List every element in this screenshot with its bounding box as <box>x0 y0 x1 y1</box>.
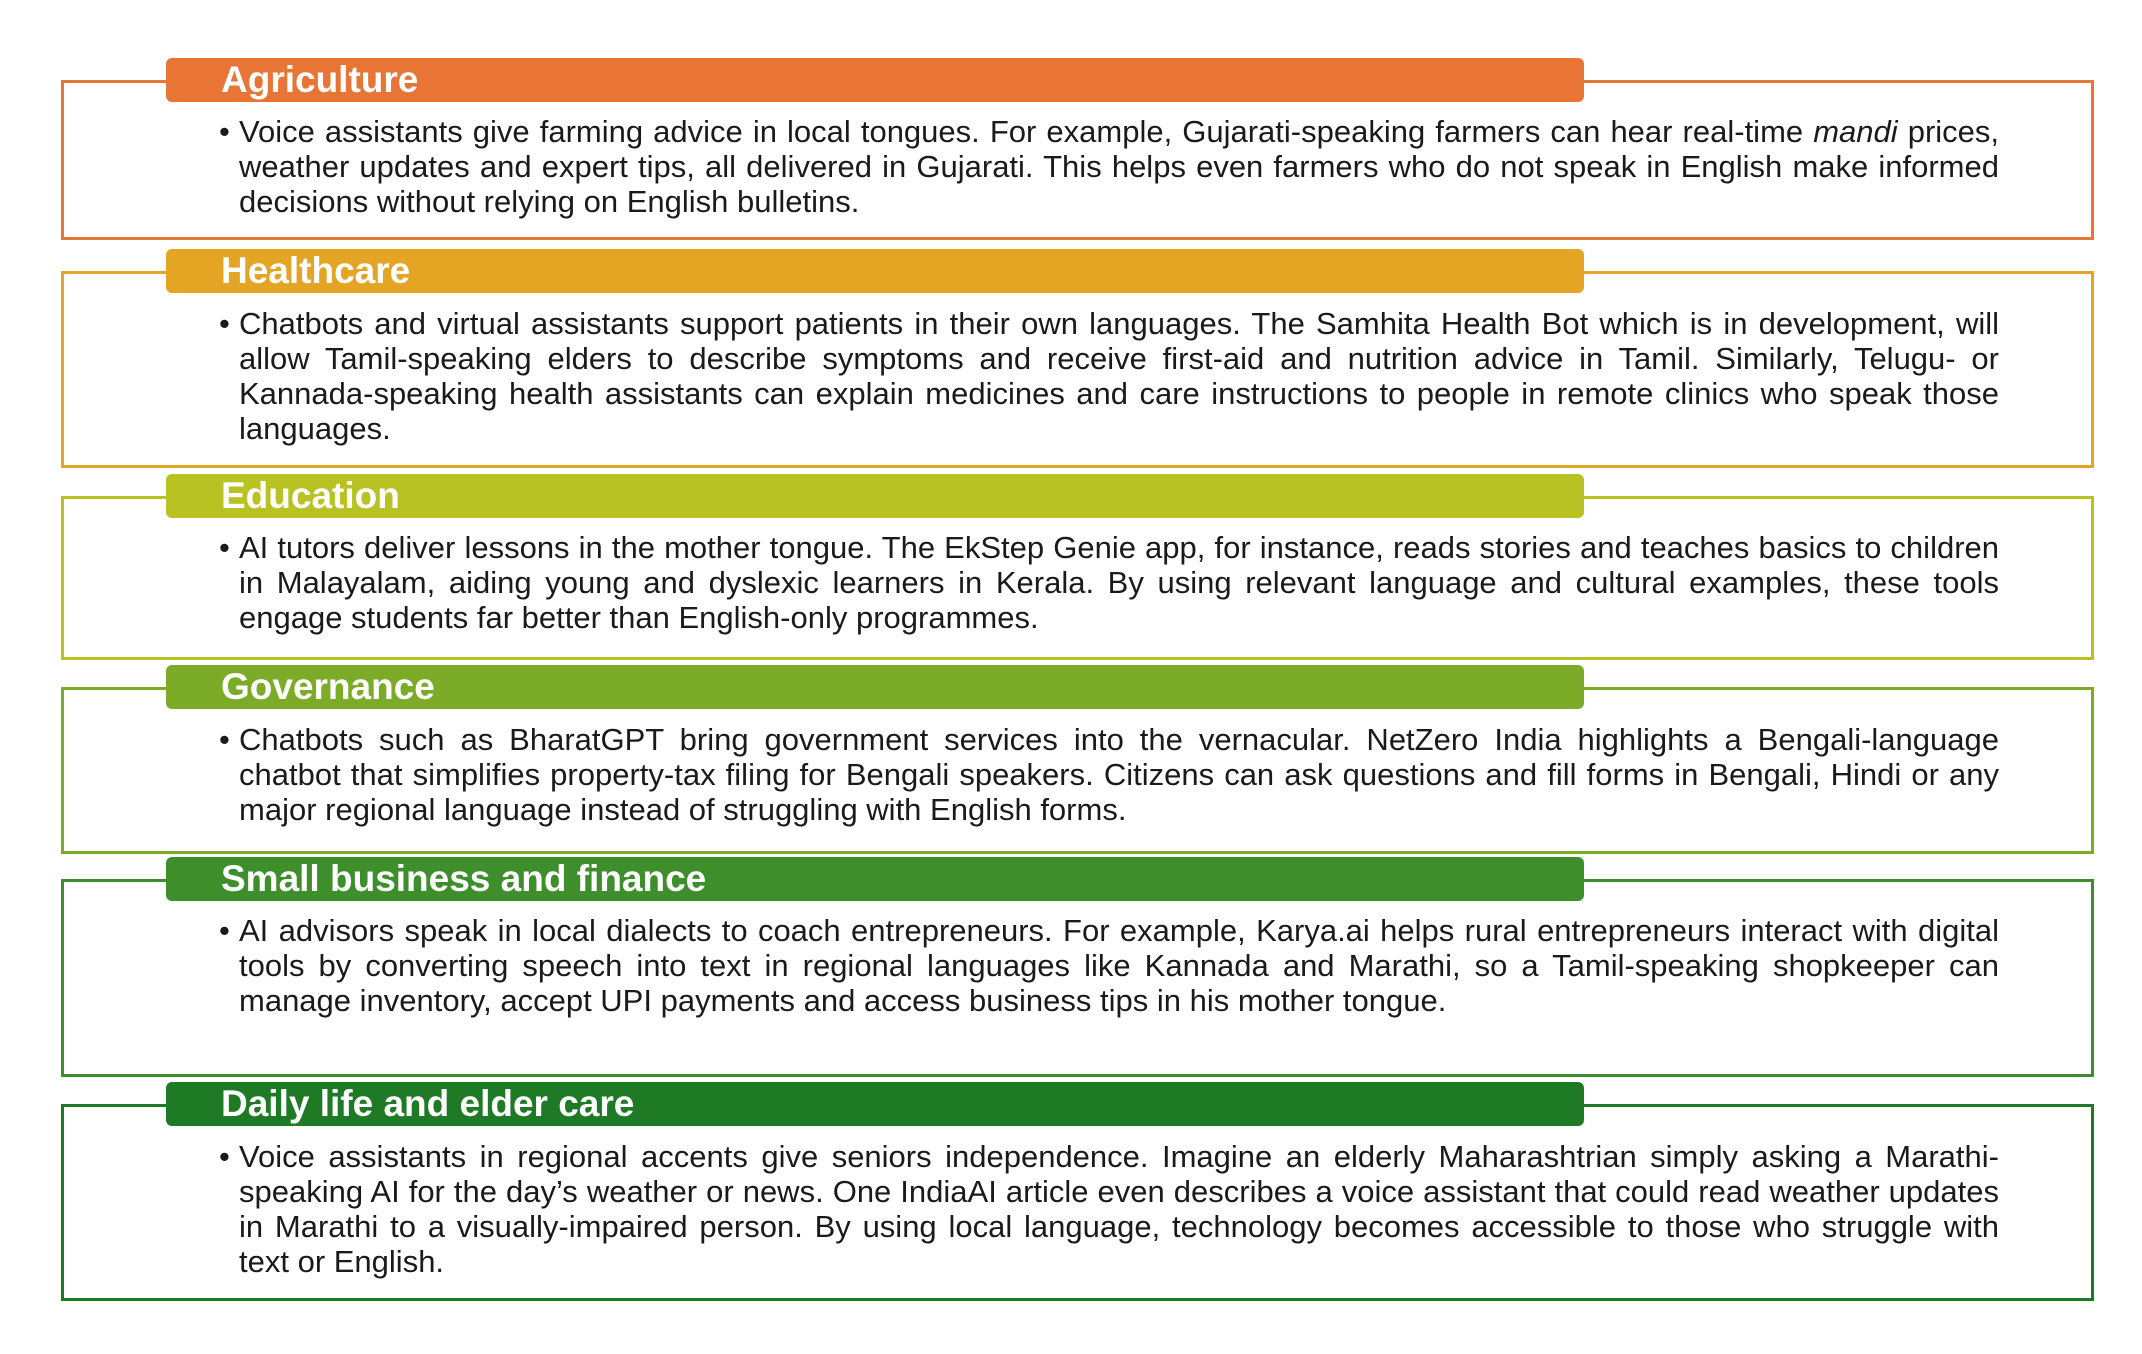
text-segment: Chatbots and virtual assistants support patients in their own languages. The Samhita Health Bot which is in development, will allow Tamil-speaking elders to describe symptoms and receive first-aid and nutrition advice in Tamil. Similarly, Telugu- or Kannada-speaking health assistants can explain medicines and care instructions to people in remote clinics who speak those languages. <box>239 306 1999 446</box>
text-segment: Voice assistants in regional accents give seniors independence. Imagine an elderly Maharashtrian simply asking a Marathi-speaking AI for the day’s weather or news. One IndiaAI article even describes a voice assistant that could read weather updates in Marathi to a visually-impaired person. By using local language, technology becomes accessible to those who struggle with text or English. <box>239 1139 1999 1279</box>
bullet-item <box>219 530 1999 635</box>
bullet-text <box>239 1139 1999 1279</box>
section-healthcare <box>61 249 2094 468</box>
section-governance <box>61 665 2094 854</box>
bullet-item <box>219 1139 1999 1279</box>
section-small-business-finance <box>61 857 2094 1077</box>
section-title: Education <box>166 474 1584 518</box>
bullet-item <box>219 114 2000 219</box>
text-segment: AI advisors speak in local dialects to coach entrepreneurs. For example, Karya.ai helps rural entrepreneurs interact with digital tools by converting speech into text in regional languages like Kannada and Marathi, so a Tamil-speaking shopkeeper can manage inventory, accept UPI payments and access business tips in his mother tongue. <box>239 913 1999 1018</box>
section-title: Governance <box>166 665 1584 709</box>
section-title: Daily life and elder care <box>166 1082 1584 1126</box>
bullet-item <box>219 913 1999 1018</box>
text-segment: AI tutors deliver lessons in the mother tongue. The EkStep Genie app, for instance, reads stories and teaches basics to children in Malayalam, aiding young and dyslexic learners in Kerala. By using relevant language and cultural examples, these tools engage students far better than English-only programmes. <box>239 530 1999 635</box>
bullet-dot-icon: • <box>219 913 230 948</box>
section-title: Small business and finance <box>166 857 1584 901</box>
italic-term: mandi <box>1813 114 1898 149</box>
bullet-text <box>239 913 1999 1018</box>
bullet-text <box>239 722 1999 827</box>
text-segment: prices, weather updates and expert tips, all delivered in Gujarati. This helps even farmers who do not speak in English make informed decisions without relying on English bulletins. <box>239 114 2000 219</box>
section-daily-life-elder-care <box>61 1082 2094 1301</box>
section-agriculture <box>61 58 2094 240</box>
bullet-dot-icon: • <box>219 1139 230 1174</box>
bullet-text <box>239 306 1999 446</box>
section-education <box>61 474 2094 660</box>
section-title: Healthcare <box>166 249 1584 293</box>
text-segment: Voice assistants give farming advice in local tongues. For example, Gujarati-speaking farmers can hear real-time <box>239 114 1814 149</box>
bullet-item <box>219 306 1999 446</box>
text-segment: Chatbots such as BharatGPT bring government services into the vernacular. NetZero India highlights a Bengali-language chatbot that simplifies property-tax filing for Bengali speakers. Citizens can ask questions and fill forms in Bengali, Hindi or any major regional language instead of struggling with English forms. <box>239 722 1999 827</box>
bullet-dot-icon: • <box>219 530 230 565</box>
section-title: Agriculture <box>166 58 1584 102</box>
bullet-dot-icon: • <box>219 114 230 149</box>
bullet-text <box>239 114 1999 219</box>
bullet-item <box>219 722 1999 827</box>
bullet-dot-icon: • <box>219 722 230 757</box>
bullet-dot-icon: • <box>219 306 230 341</box>
bullet-text <box>239 530 1999 635</box>
